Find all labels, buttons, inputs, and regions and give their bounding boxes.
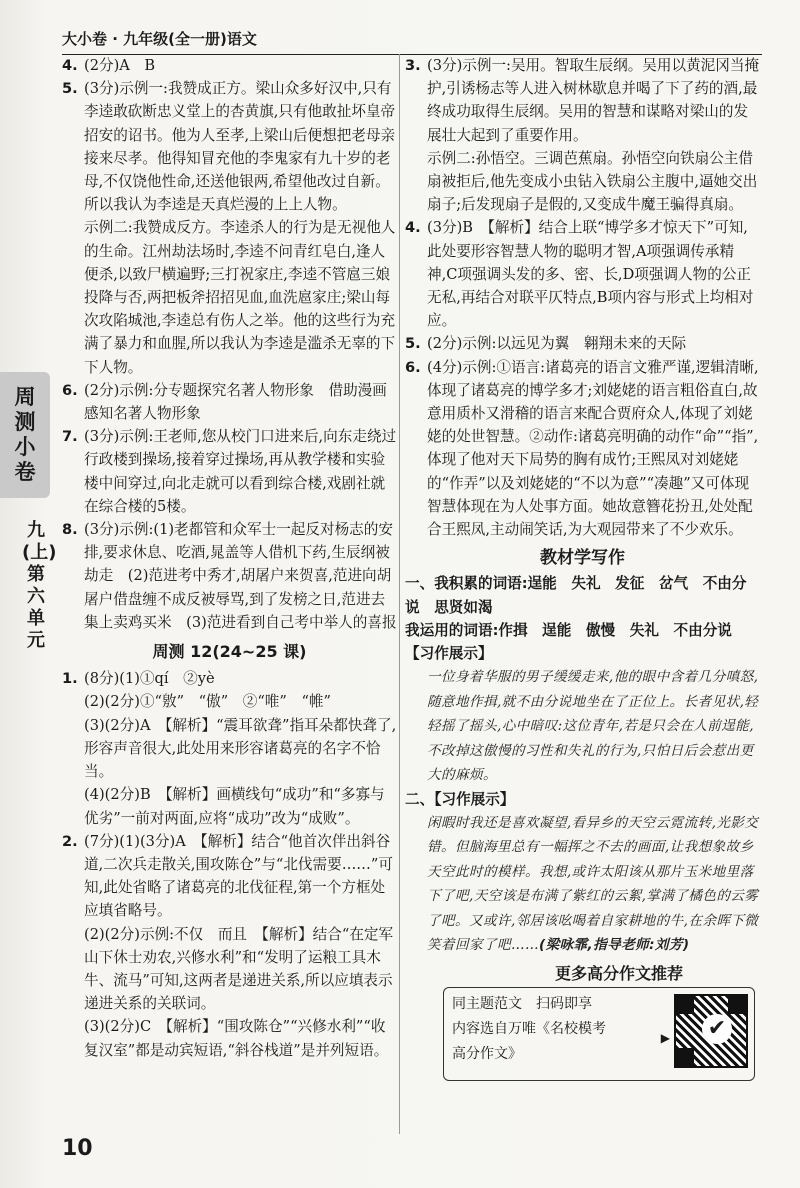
answer-item	[405, 54, 760, 216]
answer-text: 示例二:我赞成反方。李逵杀人的行为是无视他人的生命。江州劫法场时,李逵不问青红皂白,逢人便杀,以致尸横遍野;三打祝家庄,李逵不管扈三娘投降与否,两把板斧招招见血,血洗扈家庄;梁山每次攻陷城池,李逵总有伤人之举。他的这些行为充满了暴力和血腥,所以我认为李逵是滥杀无辜的下下人物。	[84, 219, 396, 376]
essay-sample	[405, 811, 760, 958]
section-title: 教材学写作	[540, 548, 625, 569]
answer-text: (3)(2分)A 【解析】“震耳欲聋”指耳朵都快聋了,形容声音很大,此处用来形容诸葛亮的名字不恰当。	[84, 716, 397, 781]
answer-text: (3分)示例:(1)老都管和众军士一起反对杨志的安排,要求休息、吃酒,晁盖等人借机下药,生辰纲被劫走 (2)范进考中秀才,胡屠户来贺喜,范进向胡屠户借盘缠不成反被辱骂,到了发榜之日,范进去集上卖鸡买米 (3)范进看到自己考中举人的喜报	[84, 521, 397, 631]
essay-heading: 二、【习作展示】	[405, 790, 515, 808]
promo-line: 内容选自万唯《名校模考	[452, 1021, 606, 1038]
promo-line: 高分作文》	[452, 1046, 522, 1063]
item-number: 2.	[62, 832, 78, 850]
play-arrow-icon: ▶	[660, 1031, 670, 1046]
answer-text: (4)(2分)B 【解析】画横线句“成功”和“多寡与优劣”一前对两面,应将“成功”改为“成败”。	[84, 786, 385, 827]
item-number: 6.	[405, 358, 421, 376]
side-tab-char: 测	[14, 410, 36, 434]
answer-text: (3)(2分)C 【解析】“围攻陈仓”“兴修水利”“收复汉室”都是动宾短语,“斜谷栈道”是并列短语。	[84, 1018, 389, 1059]
side-unit-label: 九(上) 第六单元	[22, 520, 57, 651]
running-header	[62, 28, 762, 54]
answer-text: (8分)(1)①qí ②yè	[84, 670, 215, 688]
word-list: 一、我积累的词语:逞能 失礼 发征 岔气 不由分说 思贤如渴	[405, 575, 747, 616]
essay-heading: 【习作展示】	[405, 645, 493, 663]
side-tab-char: 卷	[14, 460, 36, 484]
item-number: 6.	[62, 381, 78, 399]
answer-text: 示例二:孙悟空。三调芭蕉扇。孙悟空向铁扇公主借扇被拒后,他先变成小虫钻入铁扇公主腹中,逼她交出扇子;后发现扇子是假的,又变成牛魔王骗得真扇。	[427, 149, 758, 214]
item-number: 5.	[405, 335, 421, 353]
answer-text: (2分)A B	[84, 57, 156, 74]
answer-text: (7分)(1)(3分)A 【解析】结合“他首次伴出斜谷道,二次兵走散关,围攻陈仓”与“北伐需要……”可知,此处省略了诸葛亮的北伐征程,第一个方框处应填省略号。	[84, 832, 393, 920]
answer-item	[405, 356, 760, 542]
answer-item	[62, 830, 397, 1062]
answer-text: (2)(2分)①“敫” “傲” ②“唯” “帷”	[84, 693, 331, 711]
answer-item	[62, 54, 397, 77]
answer-item	[62, 77, 397, 379]
left-column	[62, 54, 397, 1062]
checkmark-icon: ✔	[702, 1014, 732, 1044]
item-number: 8.	[62, 521, 78, 539]
answer-item	[405, 332, 760, 355]
answer-text: (3分)示例:王老师,您从校门口进来后,向东走绕过行政楼到操场,接着穿过操场,再从教学楼和实验楼中间穿过,向北走就可以看到综合楼,戏剧社就在综合楼的5楼。	[84, 428, 397, 515]
promo-box	[443, 987, 755, 1081]
answer-item	[405, 216, 760, 332]
answer-text: (2分)示例:分专题探究名著人物形象 借助漫画感知名著人物形象	[84, 381, 387, 423]
promo-line: 同主题范文 扫码即享	[452, 996, 592, 1013]
side-tab	[0, 372, 50, 498]
item-number: 7.	[62, 428, 78, 446]
answer-text: (3分)示例一:我赞成正方。梁山众多好汉中,只有李逵敢砍断忠义堂上的杏黄旗,只有他敢扯坏皇帝招安的诏书。他为人至孝,上梁山后便想把老母亲接来尽孝。他得知冒充他的李鬼家有九十岁的老母,不仅饶他性命,还送他银两,希望他改过自新。所以我认为李逵是天真烂漫的上上人物。	[84, 80, 396, 214]
answer-text: (4分)示例:①语言:诸葛亮的语言文雅严谨,逻辑清晰,体现了诸葛亮的博学多才;刘姥姥的语言粗俗直白,故意用质朴又滑稽的语言来配合贾府众人,体现了刘姥姥的处世智慧。②动作:诸葛亮明确的动作“命”“指”,体现了他对天下局势的胸有成竹;王熙凤对刘姥姥的“作弄”以及刘姥姥的“不以为意”“凑趣”又可体现智慧体现在为人处事方面。她故意簪花扮丑,处处配合王熙凤,主动闹笑话,为大观园带来了不少欢乐。	[427, 358, 759, 539]
answer-text: (2分)示例:以远见为翼 翱翔未来的天际	[427, 335, 687, 353]
essay-author: (梁咏霏,指导老师:刘芳)	[538, 937, 690, 954]
answer-text: (2)(2分)示例:不仅 而且 【解析】结合“在定军山下休士劝农,兴修水利”和“发明了运粮工具木牛、流马”可知,这两者是递进关系,所以应填表示递进关系的关联词。	[84, 925, 394, 1013]
item-number: 1.	[62, 670, 78, 688]
answer-text: (3分)B 【解析】结合上联“博学多才惊天下”可知,此处要形容智慧人物的聪明才智,A项强调传承精神,C项强调头发的多、密、长,D项强调人物的公正无私,再结合对联平仄特点,B项内容与形式上均相对应。	[427, 219, 754, 330]
word-list-used: 我运用的词语:作揖 逞能 傲慢 失礼 不由分说	[405, 621, 732, 639]
promo-block	[443, 962, 755, 1081]
answer-item	[62, 667, 397, 829]
item-number: 5.	[62, 80, 78, 98]
side-tab-char: 小	[14, 435, 36, 459]
promo-title: 更多高分作文推荐	[554, 963, 683, 983]
right-column	[405, 54, 760, 1081]
answer-text: (3分)示例一:吴用。智取生辰纲。吴用以黄泥冈当掩护,引诱杨志等人进入树林歇息并喝了下了药的酒,最终成功取得生辰纲。吴用的智慧和谋略对梁山的发展壮大起到了重要作用。	[427, 57, 760, 144]
answer-item	[62, 518, 397, 634]
page-number: 10	[62, 1136, 93, 1161]
item-number: 3.	[405, 57, 421, 74]
answer-item	[62, 379, 397, 425]
header-title: 大小卷 · 九年级(全一册)语文	[62, 30, 257, 48]
item-number: 4.	[62, 57, 78, 74]
answer-item	[62, 425, 397, 518]
column-divider	[399, 54, 400, 1134]
side-tab-char: 周	[14, 385, 36, 409]
essay-sample: 一位身着华服的男子缓缓走来,他的眼中含着几分嗔怒,随意地作揖,就不由分说地坐在了正位上。长者见状,轻轻摇了摇头,心中暗叹:这位青年,若是只会在人前逞能,不改掉这傲慢的习性和失礼的行为,只怕日后会惹出更大的麻烦。	[427, 669, 759, 784]
item-number: 4.	[405, 219, 421, 237]
section-title: 周测 12(24~25 课)	[152, 642, 307, 662]
essay-body: 闲暇时我还是喜欢凝望,看异乡的天空云霓流转,光影交错。但脑海里总有一幅挥之不去的画面,让我想象故乡天空此时的模样。我想,或许太阳该从那片玉米地里落下了吧,天空该是布满了紫红的云絮,掌满了橘色的云雾了吧。又或许,邻居该吆喝着自家耕地的牛,在余晖下微笑着回家了吧……	[427, 814, 759, 954]
